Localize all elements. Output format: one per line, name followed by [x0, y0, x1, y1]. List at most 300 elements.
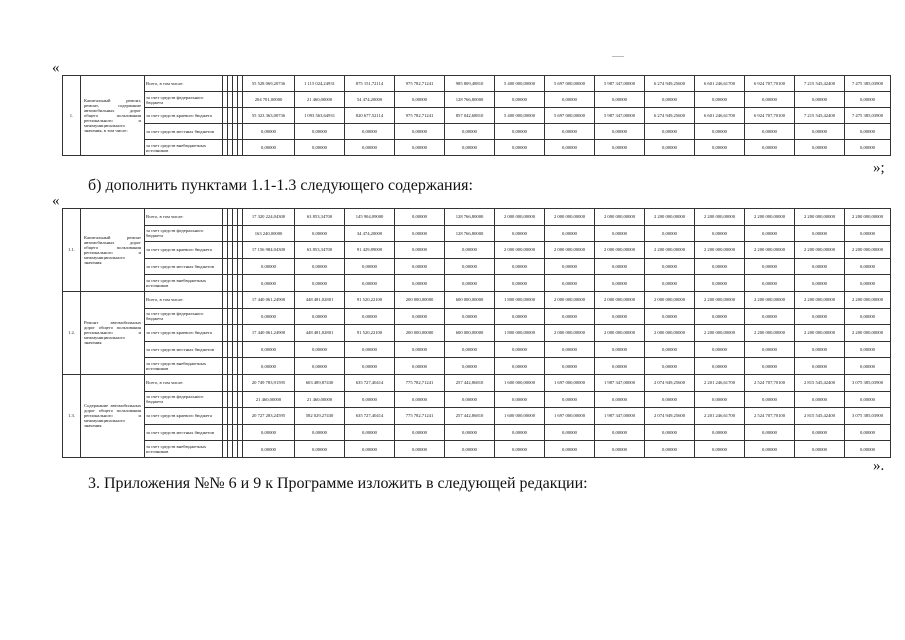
value-cell: 0,00000 — [595, 140, 645, 156]
value-cell: 1 093 563,64931 — [295, 108, 345, 124]
scan-mark — [612, 56, 624, 57]
value-cell: 0,00000 — [345, 424, 395, 441]
value-cell: 0,00000 — [445, 258, 495, 275]
value-cell: 0,00000 — [645, 92, 695, 108]
value-cell: 2 201 246,61700 — [695, 374, 745, 391]
funding-source: за счет средств внебюджетных источников — [145, 358, 223, 375]
value-cell: 2 200 000,00000 — [695, 291, 745, 308]
value-cell: 0,00000 — [645, 124, 695, 140]
value-cell: 635 727,40414 — [345, 374, 395, 391]
value-cell: 0,00000 — [395, 341, 445, 358]
value-cell: 0,00000 — [395, 391, 445, 408]
value-cell: 2 200 000,00000 — [845, 325, 891, 342]
measure-name: Капитальный ремонт автомобильных дорог общего пользования регионального и межмуниципального значения — [81, 209, 145, 292]
value-cell: 6 601 246,61700 — [695, 108, 745, 124]
value-cell: 0,00000 — [495, 140, 545, 156]
value-cell: 2 200 000,00000 — [645, 209, 695, 226]
value-cell: 0,00000 — [795, 358, 845, 375]
value-cell: 0,00000 — [295, 308, 345, 325]
value-cell: 0,00000 — [445, 275, 495, 292]
value-cell: 2 200 000,00000 — [745, 209, 795, 226]
value-cell: 145 904,09000 — [345, 209, 395, 226]
value-cell: 0,00000 — [695, 124, 745, 140]
value-cell: 2 524 707,70100 — [745, 408, 795, 425]
value-cell: 0,00000 — [795, 391, 845, 408]
funding-source: за счет средств федерального бюджета — [145, 225, 223, 242]
value-cell: 0,00000 — [795, 124, 845, 140]
value-cell: 0,00000 — [345, 140, 395, 156]
value-cell: 0,00000 — [845, 341, 891, 358]
value-cell: 0,00000 — [345, 341, 395, 358]
value-cell: 2 200 000,00000 — [695, 209, 745, 226]
value-cell: 0,00000 — [595, 308, 645, 325]
value-cell: 128 766,80000 — [445, 92, 495, 108]
value-cell: 0,00000 — [395, 124, 445, 140]
value-cell: 7 475 385,03900 — [845, 76, 891, 92]
value-cell: 0,00000 — [545, 441, 595, 458]
value-cell: 0,00000 — [345, 275, 395, 292]
funding-source: за счет средств федерального бюджета — [145, 308, 223, 325]
value-cell: 0,00000 — [495, 92, 545, 108]
value-cell: 0,00000 — [545, 275, 595, 292]
funding-source: Всего, в том числе: — [145, 209, 223, 226]
funding-source: Всего, в том числе: — [145, 76, 223, 92]
value-cell: 1 987 347,00000 — [595, 408, 645, 425]
measure-name: Содержание автомобильных дорог общего пользования регионального и межмуниципального значения — [81, 374, 145, 457]
value-cell: 2 200 000,00000 — [795, 209, 845, 226]
value-cell: 2 000 000,00000 — [545, 242, 595, 259]
value-cell: 0,00000 — [745, 341, 795, 358]
value-cell: 257 442,86810 — [445, 374, 495, 391]
value-cell: 635 727,40414 — [345, 408, 395, 425]
value-cell: 91 520,22100 — [345, 291, 395, 308]
value-cell: 2 200 000,00000 — [795, 242, 845, 259]
value-cell: 2 000 000,00000 — [645, 325, 695, 342]
value-cell: 0,00000 — [645, 441, 695, 458]
value-cell: 0,00000 — [695, 341, 745, 358]
table-row — [63, 140, 891, 156]
value-cell: 55 528 069,20736 — [243, 76, 295, 92]
value-cell: 34 474,20000 — [345, 225, 395, 242]
value-cell: 0,00000 — [395, 275, 445, 292]
value-cell: 2 000 000,00000 — [595, 242, 645, 259]
value-cell: 1 987 347,00000 — [595, 374, 645, 391]
row-number: 1.3. — [63, 374, 81, 457]
value-cell: 0,00000 — [845, 92, 891, 108]
value-cell: 7 475 385,03900 — [845, 108, 891, 124]
value-cell: 0,00000 — [243, 124, 295, 140]
value-cell: 0,00000 — [243, 275, 295, 292]
value-cell: 6 924 707,70100 — [745, 76, 795, 92]
value-cell: 0,00000 — [495, 391, 545, 408]
value-cell: 0,00000 — [645, 391, 695, 408]
value-cell: 7 215 545,42400 — [795, 108, 845, 124]
value-cell: 5 697 000,00000 — [545, 108, 595, 124]
value-cell: 0,00000 — [745, 424, 795, 441]
value-cell: 0,00000 — [445, 424, 495, 441]
table-row — [63, 341, 891, 358]
value-cell: 2 200 000,00000 — [695, 242, 745, 259]
value-cell: 1 600 000,00000 — [495, 374, 545, 391]
value-cell: 91 429,89000 — [345, 242, 395, 259]
value-cell: 54 474,20000 — [345, 92, 395, 108]
value-cell: 63 853,34700 — [295, 209, 345, 226]
value-cell: 0,00000 — [845, 140, 891, 156]
value-cell: 0,00000 — [595, 391, 645, 408]
value-cell: 0,00000 — [795, 275, 845, 292]
value-cell: 2 815 545,42400 — [795, 408, 845, 425]
value-cell: 0,00000 — [395, 92, 445, 108]
value-cell: 1 115 024,24931 — [295, 76, 345, 92]
value-cell: 0,00000 — [395, 242, 445, 259]
heading-b: б) дополнить пунктами 1.1-1.3 следующего содержания: — [88, 177, 473, 194]
value-cell: 20 727 283,24595 — [243, 408, 295, 425]
value-cell: 0,00000 — [395, 140, 445, 156]
value-cell: 0,00000 — [595, 225, 645, 242]
value-cell: 0,00000 — [345, 441, 395, 458]
value-cell: 2 000 000,00000 — [545, 209, 595, 226]
value-cell: 0,00000 — [495, 258, 545, 275]
value-cell: 20 749 783,91595 — [243, 374, 295, 391]
value-cell: 0,00000 — [795, 341, 845, 358]
value-cell: 0,00000 — [243, 358, 295, 375]
value-cell: 0,00000 — [595, 424, 645, 441]
value-cell: 0,00000 — [345, 258, 395, 275]
value-cell: 0,00000 — [545, 341, 595, 358]
value-cell: 600 000,00000 — [445, 291, 495, 308]
value-cell: 0,00000 — [243, 424, 295, 441]
value-cell: 0,00000 — [295, 358, 345, 375]
value-cell: 857 042,68810 — [445, 108, 495, 124]
value-cell: 1 697 000,00000 — [545, 408, 595, 425]
value-cell: 0,00000 — [745, 92, 795, 108]
value-cell: 0,00000 — [695, 92, 745, 108]
value-cell: 0,00000 — [445, 140, 495, 156]
table-row — [63, 209, 891, 226]
value-cell: 128 766,80000 — [445, 209, 495, 226]
value-cell: 2 200 000,00000 — [645, 242, 695, 259]
value-cell: 3 075 385,03900 — [845, 374, 891, 391]
funding-source: за счет средств краевого бюджета — [145, 325, 223, 342]
value-cell: 17 440 061,24900 — [243, 325, 295, 342]
table-row — [63, 358, 891, 375]
table-row — [63, 308, 891, 325]
table-row — [63, 225, 891, 242]
value-cell: 0,00000 — [595, 441, 645, 458]
value-cell: 0,00000 — [545, 358, 595, 375]
value-cell: 2 200 000,00000 — [845, 209, 891, 226]
value-cell: 0,00000 — [845, 358, 891, 375]
value-cell: 0,00000 — [545, 391, 595, 408]
value-cell: 0,00000 — [795, 92, 845, 108]
closing-quote-1: »; — [873, 160, 885, 176]
value-cell: 0,00000 — [795, 424, 845, 441]
value-cell: 0,00000 — [845, 391, 891, 408]
value-cell: 0,00000 — [595, 275, 645, 292]
value-cell: 204 701,00000 — [243, 92, 295, 108]
value-cell: 2 074 949,25600 — [645, 408, 695, 425]
value-cell: 0,00000 — [243, 140, 295, 156]
value-cell: 0,00000 — [745, 140, 795, 156]
value-cell: 2 524 707,70100 — [745, 374, 795, 391]
value-cell: 0,00000 — [545, 258, 595, 275]
value-cell: 0,00000 — [243, 341, 295, 358]
table-row — [63, 124, 891, 140]
funding-source: за счет средств внебюджетных источников — [145, 275, 223, 292]
value-cell: 0,00000 — [645, 358, 695, 375]
funding-source: за счет средств федерального бюджета — [145, 92, 223, 108]
funding-source: за счет средств федерального бюджета — [145, 391, 223, 408]
table-row — [63, 441, 891, 458]
value-cell: 1 697 000,00000 — [545, 374, 595, 391]
value-cell: 0,00000 — [795, 225, 845, 242]
table-row — [63, 291, 891, 308]
value-cell: 0,00000 — [545, 140, 595, 156]
value-cell: 0,00000 — [845, 308, 891, 325]
opening-quote-1: « — [52, 60, 60, 76]
value-cell: 0,00000 — [345, 124, 395, 140]
value-cell: 0,00000 — [695, 358, 745, 375]
value-cell: 2 000 000,00000 — [495, 209, 545, 226]
value-cell: 17 156 984,04300 — [243, 242, 295, 259]
value-cell: 0,00000 — [695, 308, 745, 325]
value-cell: 975 782,71241 — [395, 108, 445, 124]
value-cell: 0,00000 — [395, 258, 445, 275]
value-cell: 63 853,34700 — [295, 242, 345, 259]
value-cell: 91 520,22100 — [345, 325, 395, 342]
value-cell: 0,00000 — [445, 308, 495, 325]
value-cell: 0,00000 — [495, 358, 545, 375]
row-number: 1. — [63, 76, 81, 156]
value-cell: 5 400 000,00000 — [495, 108, 545, 124]
funding-source: за счет средств внебюджетных источников — [145, 441, 223, 458]
value-cell: 17 320 224,04300 — [243, 209, 295, 226]
value-cell: 0,00000 — [295, 424, 345, 441]
value-cell: 0,00000 — [645, 275, 695, 292]
value-cell: 0,00000 — [845, 441, 891, 458]
value-cell: 0,00000 — [795, 441, 845, 458]
value-cell: 0,00000 — [545, 308, 595, 325]
value-cell: 0,00000 — [243, 441, 295, 458]
value-cell: 0,00000 — [445, 358, 495, 375]
value-cell: 0,00000 — [595, 124, 645, 140]
value-cell: 0,00000 — [695, 140, 745, 156]
value-cell: 0,00000 — [845, 225, 891, 242]
value-cell: 2 200 000,00000 — [795, 325, 845, 342]
value-cell: 0,00000 — [595, 92, 645, 108]
value-cell: 820 677,52114 — [345, 108, 395, 124]
value-cell: 21 460,00000 — [295, 92, 345, 108]
value-cell: 5 400 000,00000 — [495, 76, 545, 92]
funding-source: за счет средств краевого бюджета — [145, 242, 223, 259]
value-cell: 2 200 000,00000 — [745, 291, 795, 308]
value-cell: 0,00000 — [745, 225, 795, 242]
table-row — [63, 92, 891, 108]
value-cell: 0,00000 — [695, 225, 745, 242]
value-cell: 0,00000 — [495, 275, 545, 292]
value-cell: 0,00000 — [395, 358, 445, 375]
value-cell: 775 782,71241 — [395, 374, 445, 391]
value-cell: 0,00000 — [295, 341, 345, 358]
value-cell: 0,00000 — [645, 424, 695, 441]
value-cell: 0,00000 — [395, 209, 445, 226]
funding-source: за счет средств внебюджетных источников — [145, 140, 223, 156]
value-cell: 0,00000 — [495, 341, 545, 358]
value-cell: 0,00000 — [745, 275, 795, 292]
measure-name: Капитальный ремонт, ремонт, содержание автомобильных дорог общего пользования регионального и межмуниципального значения, в том числе: — [81, 76, 145, 156]
value-cell: 0,00000 — [445, 341, 495, 358]
value-cell: 6 274 949,25600 — [645, 108, 695, 124]
value-cell: 0,00000 — [395, 441, 445, 458]
table-row — [63, 242, 891, 259]
value-cell: 0,00000 — [845, 424, 891, 441]
funding-source: Всего, в том числе: — [145, 291, 223, 308]
value-cell: 0,00000 — [345, 391, 395, 408]
value-cell: 6 924 707,70100 — [745, 108, 795, 124]
table-row — [63, 424, 891, 441]
value-cell: 2 200 000,00000 — [845, 291, 891, 308]
value-cell: 0,00000 — [745, 124, 795, 140]
value-cell: 0,00000 — [345, 358, 395, 375]
value-cell: 5 987 347,00000 — [595, 76, 645, 92]
value-cell: 0,00000 — [695, 424, 745, 441]
closing-quote-2: ». — [873, 458, 885, 474]
value-cell: 603 489,87430 — [295, 374, 345, 391]
value-cell: 2 201 246,61700 — [695, 408, 745, 425]
value-cell: 17 440 061,24900 — [243, 291, 295, 308]
row-number: 1.2. — [63, 291, 81, 374]
value-cell: 6 601 246,61700 — [695, 76, 745, 92]
value-cell: 775 782,71241 — [395, 408, 445, 425]
value-cell: 0,00000 — [645, 308, 695, 325]
value-cell: 2 000 000,00000 — [495, 242, 545, 259]
value-cell: 0,00000 — [745, 258, 795, 275]
table-row — [63, 408, 891, 425]
value-cell: 2 000 000,00000 — [595, 325, 645, 342]
value-cell: 0,00000 — [745, 358, 795, 375]
value-cell: 0,00000 — [795, 258, 845, 275]
value-cell: 0,00000 — [595, 258, 645, 275]
value-cell: 3 075 385,03900 — [845, 408, 891, 425]
value-cell: 2 000 000,00000 — [595, 209, 645, 226]
funding-source: за счет средств краевого бюджета — [145, 108, 223, 124]
value-cell: 2 200 000,00000 — [745, 325, 795, 342]
value-cell: 0,00000 — [645, 225, 695, 242]
value-cell: 2 074 949,25600 — [645, 374, 695, 391]
value-cell: 975 782,71241 — [395, 76, 445, 92]
table-row — [63, 374, 891, 391]
value-cell: 2 000 000,00000 — [545, 291, 595, 308]
value-cell: 0,00000 — [745, 441, 795, 458]
value-cell: 2 200 000,00000 — [745, 242, 795, 259]
value-cell: 1 600 000,00000 — [495, 408, 545, 425]
budget-table-1 — [62, 75, 891, 156]
value-cell: 0,00000 — [495, 424, 545, 441]
value-cell: 1 800 000,00000 — [495, 291, 545, 308]
value-cell: 0,00000 — [695, 275, 745, 292]
value-cell: 0,00000 — [545, 225, 595, 242]
value-cell: 0,00000 — [445, 242, 495, 259]
value-cell: 128 766,80000 — [445, 225, 495, 242]
row-number: 1.1. — [63, 209, 81, 292]
value-cell: 0,00000 — [595, 341, 645, 358]
value-cell: 5 697 000,00000 — [545, 76, 595, 92]
value-cell: 0,00000 — [243, 258, 295, 275]
funding-source: за счет средств местных бюджетов — [145, 124, 223, 140]
value-cell: 875 151,72114 — [345, 76, 395, 92]
value-cell: 0,00000 — [645, 140, 695, 156]
value-cell: 0,00000 — [295, 225, 345, 242]
value-cell: 257 442,86810 — [445, 408, 495, 425]
value-cell: 0,00000 — [745, 308, 795, 325]
value-cell: 0,00000 — [495, 308, 545, 325]
value-cell: 0,00000 — [595, 358, 645, 375]
value-cell: 2 200 000,00000 — [845, 242, 891, 259]
value-cell: 0,00000 — [845, 258, 891, 275]
value-cell: 0,00000 — [545, 124, 595, 140]
value-cell: 0,00000 — [445, 441, 495, 458]
value-cell: 2 000 000,00000 — [645, 291, 695, 308]
value-cell: 0,00000 — [295, 275, 345, 292]
opening-quote-2: « — [52, 193, 60, 209]
value-cell: 0,00000 — [495, 225, 545, 242]
value-cell: 0,00000 — [295, 441, 345, 458]
value-cell: 0,00000 — [695, 258, 745, 275]
heading-3: 3. Приложения №№ 6 и 9 к Программе изложить в следующей редакции: — [88, 475, 588, 492]
value-cell: 0,00000 — [345, 308, 395, 325]
value-cell: 0,00000 — [645, 341, 695, 358]
funding-source: за счет средств местных бюджетов — [145, 258, 223, 275]
value-cell: 55 323 363,00736 — [243, 108, 295, 124]
funding-source: за счет средств краевого бюджета — [145, 408, 223, 425]
value-cell: 0,00000 — [545, 92, 595, 108]
value-cell: 600 000,00000 — [445, 325, 495, 342]
value-cell: 0,00000 — [795, 308, 845, 325]
table-row — [63, 108, 891, 124]
value-cell: 985 809,48810 — [445, 76, 495, 92]
value-cell: 2 200 000,00000 — [795, 291, 845, 308]
value-cell: 21 460,00000 — [295, 391, 345, 408]
value-cell: 21 460,00000 — [243, 391, 295, 408]
table-row — [63, 275, 891, 292]
budget-table-2 — [62, 208, 891, 458]
value-cell: 0,00000 — [695, 441, 745, 458]
table-row — [63, 391, 891, 408]
table-row — [63, 76, 891, 92]
value-cell: 2 815 545,42400 — [795, 374, 845, 391]
value-cell: 200 000,00000 — [395, 291, 445, 308]
value-cell: 448 481,02801 — [295, 325, 345, 342]
value-cell: 0,00000 — [845, 124, 891, 140]
value-cell: 163 240,00000 — [243, 225, 295, 242]
value-cell: 200 000,00000 — [395, 325, 445, 342]
value-cell: 1 800 000,00000 — [495, 325, 545, 342]
value-cell: 0,00000 — [295, 124, 345, 140]
value-cell: 0,00000 — [645, 258, 695, 275]
value-cell: 0,00000 — [295, 140, 345, 156]
value-cell: 448 481,02801 — [295, 291, 345, 308]
value-cell: 0,00000 — [395, 308, 445, 325]
value-cell: 2 000 000,00000 — [595, 291, 645, 308]
value-cell: 6 274 949,25600 — [645, 76, 695, 92]
value-cell: 0,00000 — [395, 424, 445, 441]
funding-source: за счет средств местных бюджетов — [145, 341, 223, 358]
value-cell: 0,00000 — [395, 225, 445, 242]
value-cell: 0,00000 — [295, 258, 345, 275]
value-cell: 5 987 347,00000 — [595, 108, 645, 124]
value-cell: 0,00000 — [745, 391, 795, 408]
value-cell: 0,00000 — [795, 140, 845, 156]
